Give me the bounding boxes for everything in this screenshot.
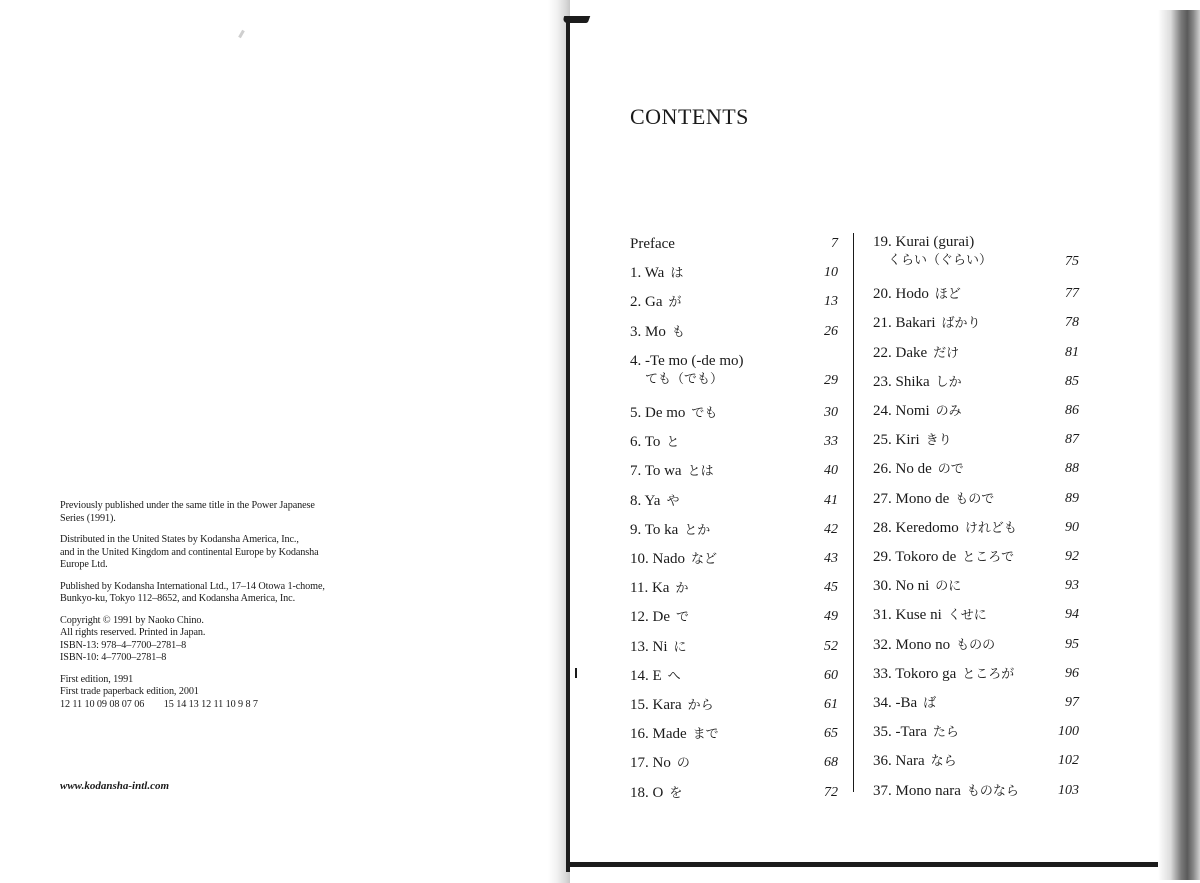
toc-entry-japanese: くらい（ぐらい） (888, 253, 993, 268)
toc-entry-label: 12. De (630, 609, 670, 626)
toc-entry-title (873, 782, 1019, 801)
toc-entry-title (873, 519, 1017, 538)
toc-entry-japanese: ほど (934, 287, 961, 303)
toc-page-number: 10 (824, 265, 838, 281)
contents-title: CONTENTS (630, 104, 749, 129)
toc-entry-label: 22. Dake (873, 344, 928, 361)
copyright-line: First edition, 1991 (60, 673, 134, 685)
toc-entry-label: 15. Kara (630, 697, 682, 713)
toc-page-number: 33 (824, 434, 838, 450)
toc-entry-title (630, 462, 714, 481)
toc-page-number: 75 (1065, 254, 1079, 269)
toc-page-number: 81 (1065, 344, 1079, 360)
toc-entry-title (630, 725, 719, 744)
toc-entry-label: 18. O (630, 784, 664, 801)
toc-entry-japanese: と (666, 435, 680, 451)
toc-page-number: 90 (1065, 519, 1079, 535)
toc-page-number: 93 (1065, 578, 1079, 594)
toc-page-number: 77 (1065, 286, 1079, 302)
toc-entry-japanese: でも (691, 406, 718, 421)
copyright-line: First trade paperback edition, 2001 (60, 686, 199, 697)
toc-entry-title (630, 264, 683, 283)
toc-entry-label: 32. Mono no (873, 636, 951, 653)
toc-entry-label: 37. Mono nara (873, 782, 961, 799)
toc-entry-title (630, 293, 682, 312)
toc-page-number: 95 (1065, 636, 1079, 652)
toc-entry-japanese: きり (925, 433, 952, 449)
toc-entry-japanese: で (676, 610, 690, 626)
toc-entry-label: 30. No ni (873, 578, 930, 595)
toc-entry-label: 5. De mo (630, 405, 686, 421)
toc-entry-japanese: は (670, 266, 684, 282)
toc-entry-label: 20. Hodo (873, 286, 929, 303)
toc-entry-title (873, 694, 936, 713)
toc-page-number: 43 (824, 551, 838, 566)
toc-page-number: 45 (824, 580, 838, 596)
toc-page-number: 13 (824, 294, 838, 310)
toc-page-number: 26 (824, 323, 838, 339)
toc-entry-title (873, 548, 1014, 567)
toc-entry-label: 36. Nara (873, 753, 925, 770)
toc-entry-title (630, 667, 681, 686)
toc-entry-title (873, 314, 981, 333)
copyright-paragraph (60, 581, 420, 606)
toc-entry-japanese: とは (687, 464, 714, 480)
toc-entry-title (873, 285, 961, 304)
toc-entry-japanese: に (673, 639, 687, 655)
toc-entry-title (630, 579, 688, 598)
toc-entry-label: 3. Mo (630, 323, 666, 340)
toc-page-number: 89 (1065, 490, 1079, 506)
toc-page-number: 88 (1065, 461, 1079, 477)
toc-entry-title (873, 665, 1014, 684)
toc-entry-label: 7. To wa (630, 463, 682, 480)
copyright-line: Previously published under the same title in the Power Japanese (60, 500, 315, 511)
toc-entry-label: 28. Keredomo (873, 519, 959, 536)
toc-entry-title (630, 352, 744, 370)
toc-page-number: 30 (824, 405, 838, 420)
toc-page-number: 41 (824, 492, 838, 508)
publisher-website: www.kodansha-intl.com (60, 780, 170, 792)
toc-entry-japanese: くせに (947, 608, 987, 624)
paper-speck (238, 30, 245, 38)
toc-entry-title (873, 373, 962, 392)
toc-entry-label: Preface (630, 236, 675, 252)
toc-entry-japanese: ばかり (941, 316, 981, 332)
toc-page-number: 29 (824, 372, 838, 388)
toc-entry-japanese: ば (923, 696, 937, 711)
toc-entry-japanese: や (666, 493, 680, 509)
toc-entry-label: 23. Shika (873, 373, 930, 390)
toc-entry-label: 14. E (630, 667, 662, 684)
copyright-line: Europe Ltd. (60, 559, 108, 570)
toc-entry-title (630, 404, 717, 423)
toc-entry-title (873, 723, 959, 742)
toc-entry-japanese: なら (930, 754, 957, 770)
copyright-page (0, 0, 560, 883)
toc-entry-label: 26. No de (873, 461, 932, 478)
toc-entry-japanese: か (675, 581, 689, 597)
toc-entry-title (873, 606, 987, 625)
toc-entry-title (873, 402, 962, 421)
toc-entry-japanese: のみ (935, 404, 962, 419)
copyright-line: Distributed in the United States by Kodansha America, Inc., (60, 534, 299, 545)
toc-page-number: 61 (824, 697, 838, 712)
toc-entry-title (630, 521, 710, 540)
toc-entry-title (630, 638, 687, 657)
toc-page-number: 40 (824, 463, 838, 479)
toc-entry-title (630, 235, 675, 253)
toc-entry-japanese: だけ (933, 345, 960, 361)
toc-page-number: 100 (1058, 724, 1079, 740)
copyright-line: 12 11 10 09 08 07 06 15 14 13 12 11 10 9 8 7 (60, 698, 258, 710)
toc-page-number: 72 (824, 784, 838, 800)
toc-entry-title (873, 344, 959, 363)
toc-entry-japanese: など (691, 552, 718, 567)
toc-page-number: 49 (824, 609, 838, 625)
toc-page-number: 92 (1065, 549, 1079, 564)
toc-entry-japanese: も (671, 324, 685, 340)
toc-page-number: 96 (1065, 665, 1079, 681)
copyright-paragraph (60, 615, 420, 665)
toc-entry-title (873, 490, 994, 509)
toc-page-number: 65 (824, 726, 838, 742)
toc-entry-japanese: ても（でも） (645, 371, 724, 387)
copyright-paragraph (60, 500, 420, 525)
toc-entry-japanese: もので (955, 491, 995, 507)
toc-entry-japanese: のに (935, 579, 962, 595)
toc-entry-title (873, 460, 964, 479)
toc-page-number: 94 (1065, 607, 1079, 623)
toc-entry-japanese: けれども (964, 520, 1017, 536)
toc-entry-label: 35. -Tara (873, 724, 927, 741)
toc-page-number: 86 (1065, 403, 1079, 418)
toc-entry-japanese: ところが (962, 666, 1015, 682)
toc-entry-japanese: の (676, 756, 690, 772)
toc-entry-japanese: が (668, 295, 682, 311)
toc-entry-japanese: とか (684, 522, 711, 538)
toc-page-number: 102 (1058, 753, 1079, 769)
toc-page-number: 78 (1065, 315, 1079, 331)
toc-entry-label: 6. To (630, 434, 661, 451)
copyright-block (60, 500, 420, 720)
toc-entry-title (630, 696, 714, 715)
toc-page-number: 42 (824, 521, 838, 537)
copyright-line: Series (1991). (60, 512, 116, 524)
toc-entry-title (630, 754, 690, 773)
toc-entry-label: 25. Kiri (873, 432, 920, 449)
toc-entry-label: 11. Ka (630, 580, 670, 597)
toc-entry-label: 16. Made (630, 726, 687, 743)
toc-entry-label: 19. Kurai (gurai) (873, 234, 975, 250)
toc-entry-japanese: から (687, 698, 714, 713)
toc-entry-japanese: へ (667, 668, 681, 684)
toc-entry-label: 33. Tokoro ga (873, 665, 957, 682)
toc-entry-label: 2. Ga (630, 294, 663, 311)
toc-entry-japanese: ところで (962, 550, 1015, 565)
toc-entry-title (873, 233, 974, 251)
toc-entry-japanese: ものなら (966, 783, 1019, 799)
copyright-line: Copyright © 1991 by Naoko Chino. (60, 614, 204, 626)
copyright-line: All rights reserved. Printed in Japan. (60, 627, 206, 638)
toc-page-number: 68 (824, 755, 838, 771)
copyright-line: Bunkyo-ku, Tokyo 112–8652, and Kodansha America, Inc. (60, 593, 296, 604)
toc-entry-label: 13. Ni (630, 638, 668, 655)
copyright-line: Published by Kodansha International Ltd., 17–14 Otowa 1-chome, (60, 580, 325, 592)
toc-entry-label: 17. No (630, 755, 671, 772)
toc-entry-japanese: まで (692, 727, 719, 743)
toc-entry-label: 29. Tokoro de (873, 549, 957, 565)
toc-page-number: 7 (831, 236, 838, 251)
toc-entry-label: 24. Nomi (873, 403, 930, 419)
toc-entry-japanese: を (669, 785, 683, 801)
toc-page-number: 85 (1065, 373, 1079, 389)
toc-entry-title (630, 323, 685, 342)
toc-entry-japanese: しか (935, 374, 962, 390)
toc-entry-label: 1. Wa (630, 265, 665, 282)
toc-page-number: 103 (1058, 782, 1079, 798)
toc-page-number: 97 (1065, 695, 1079, 710)
toc-entry-label: 27. Mono de (873, 490, 950, 507)
copyright-paragraph (60, 674, 420, 712)
toc-page-number: 87 (1065, 432, 1079, 448)
toc-entry-label: 21. Bakari (873, 315, 936, 332)
toc-entry-japanese: ので (937, 462, 964, 478)
toc-page-number: 60 (824, 667, 838, 683)
copyright-line: and in the United Kingdom and continental Europe by Kodansha (60, 546, 319, 558)
toc-entry-label: 31. Kuse ni (873, 607, 942, 624)
copyright-line: ISBN-13: 978–4–7700–2781–8 (60, 639, 187, 651)
toc-page-number: 52 (824, 638, 838, 654)
toc-entry-japanese: たら (932, 725, 959, 741)
toc-entry-title (630, 492, 679, 511)
toc-entry-title (630, 784, 682, 803)
toc-entry-title (630, 608, 689, 627)
toc-entry-japanese: ものの (956, 637, 996, 653)
toc-entry-label: 8. Ya (630, 492, 661, 509)
page-stack-edge (1158, 10, 1200, 880)
toc-entry-label: 9. To ka (630, 521, 679, 538)
column-divider (853, 233, 854, 792)
toc-entry-label: 34. -Ba (873, 695, 918, 711)
toc-entry-title (873, 577, 961, 596)
copyright-paragraph (60, 534, 420, 572)
toc-entry-title (873, 752, 957, 771)
copyright-line: ISBN-10: 4–7700–2781–8 (60, 652, 167, 663)
toc-entry-label: 4. -Te mo (-de mo) (630, 352, 744, 369)
toc-entry-label: 10. Nado (630, 551, 685, 567)
toc-entry-title (873, 636, 995, 655)
toc-entry-title (630, 550, 717, 569)
toc-entry-title (873, 431, 952, 450)
toc-entry-title (630, 433, 679, 452)
